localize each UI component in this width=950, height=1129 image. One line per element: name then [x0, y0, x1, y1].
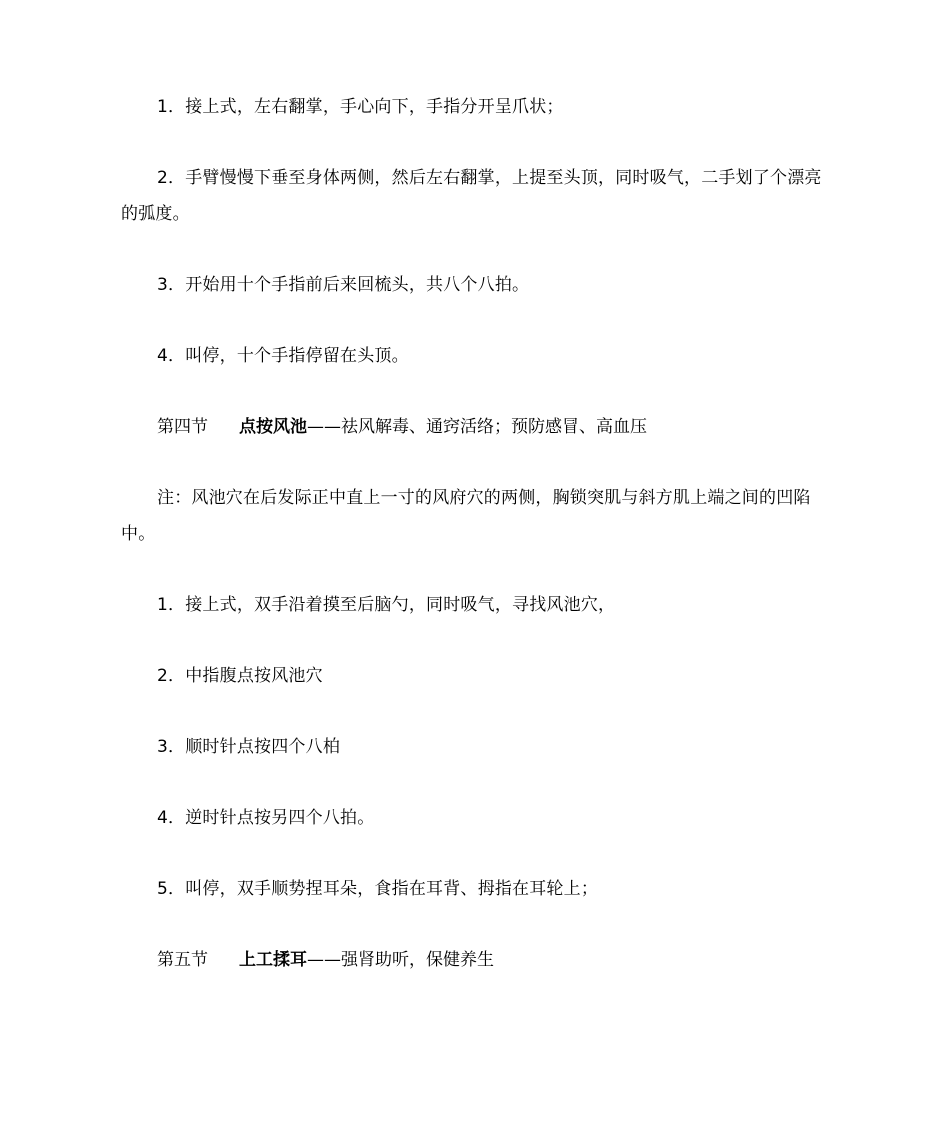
paragraph-note: 注：风池穴在后发际正中直上一寸的风府穴的两侧，胸锁突肌与斜方肌上端之间的凹陷中。: [121, 488, 811, 544]
section-heading-5: [157, 942, 494, 978]
paragraph-step-2: 2．手臂慢慢下垂至身体两侧，然后左右翻掌，上提至头顶，同时吸气，二手划了个漂亮的弧度。: [121, 168, 822, 224]
section-title: 点按风池: [239, 417, 307, 437]
section-heading-4: [157, 409, 647, 445]
section-description: ——祛风解毒、通窍活络；预防感冒、高血压: [307, 417, 647, 437]
paragraph-s4-step-5: 5．叫停，双手顺势捏耳朵，食指在耳背、拇指在耳轮上；: [157, 879, 599, 899]
section-title: 上工揉耳: [239, 950, 307, 970]
paragraph-step-1: 1．接上式，左右翻掌，手心向下，手指分开呈爪状；: [157, 97, 564, 117]
section-number: 第四节: [157, 417, 208, 437]
paragraph-s4-step-1: 1．接上式，双手沿着摸至后脑勺，同时吸气，寻找风池穴，: [157, 595, 616, 615]
section-description: ——强肾助听，保健养生: [307, 950, 494, 970]
paragraph-s4-step-4: 4．逆时针点按另四个八拍。: [157, 808, 375, 828]
paragraph-s4-step-3: 3．顺时针点按四个八柏: [157, 737, 341, 757]
paragraph-step-4: 4．叫停，十个手指停留在头顶。: [157, 346, 409, 366]
paragraph-s4-step-2: 2．中指腹点按风池穴: [157, 666, 323, 686]
paragraph-step-3: 3．开始用十个手指前后来回梳头，共八个八拍。: [157, 275, 530, 295]
section-number: 第五节: [157, 950, 208, 970]
